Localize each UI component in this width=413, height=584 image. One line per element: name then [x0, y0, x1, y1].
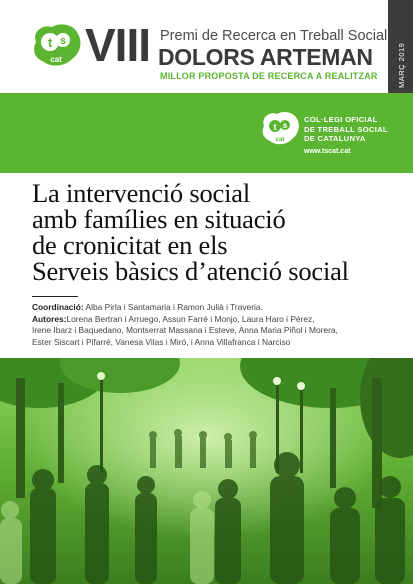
authors-line: Irene Ibarz i Baquedano, Montserrat Massana i Esteve, Anna Maria Piñol i Morera,	[32, 325, 338, 336]
college-name-line: DE CATALUNYA	[304, 134, 366, 143]
svg-text:t: t	[273, 122, 277, 132]
authors-label: Autores:	[32, 313, 67, 324]
publication-date: MARÇ 2019	[397, 42, 406, 88]
credits	[32, 302, 402, 348]
authors-row	[32, 337, 402, 349]
college-name-line: DE TREBALL SOCIAL	[304, 124, 388, 134]
title-line: amb famílies en situació	[32, 204, 286, 234]
svg-text:cat: cat	[50, 55, 62, 64]
title-divider	[32, 296, 78, 297]
date-strip	[388, 0, 413, 93]
title-line: Serveis bàsics d’atenció social	[32, 256, 349, 286]
authors-row	[32, 325, 402, 337]
college-name-line: COL·LEGI OFICIAL	[304, 115, 378, 124]
authors-row	[32, 314, 402, 326]
college-name	[304, 115, 388, 144]
prize-title: Premi de Recerca en Treball Social	[160, 28, 388, 44]
coordination-value: Alba Pirla i Santamaria i Ramon Julià i Traveria.	[83, 302, 263, 312]
authors-line: Lorena Bertran i Arruego, Assun Farré i Monjo, Laura Haro i Pérez,	[66, 313, 315, 324]
title-line: de cronicitat en els	[32, 230, 228, 260]
svg-text:cat: cat	[275, 137, 285, 143]
svg-text:t: t	[47, 35, 53, 50]
cover-header	[0, 0, 388, 93]
street-crowd-image	[0, 358, 413, 584]
edition-number: VIII	[85, 19, 151, 71]
prize-subtitle: MILLOR PROPOSTA DE RECERCA A REALITZAR	[160, 71, 378, 81]
svg-text:s: s	[282, 121, 288, 130]
coordination-label: Coordinació:	[32, 302, 84, 312]
document-title	[32, 180, 402, 284]
prize-name: DOLORS ARTEMAN	[158, 44, 373, 70]
cover-photo	[0, 358, 413, 584]
title-line: La intervenció social	[32, 178, 251, 208]
tscat-logo-icon	[30, 22, 82, 68]
college-logo-icon	[260, 110, 300, 146]
svg-text:s: s	[59, 35, 67, 47]
college-url: www.tscat.cat	[304, 148, 351, 155]
coordination-row	[32, 302, 402, 314]
authors-line: Ester Siscart i Pifarré, Vanesa Vilas i Miró, i Anna Villafranca i Narciso	[32, 336, 291, 347]
